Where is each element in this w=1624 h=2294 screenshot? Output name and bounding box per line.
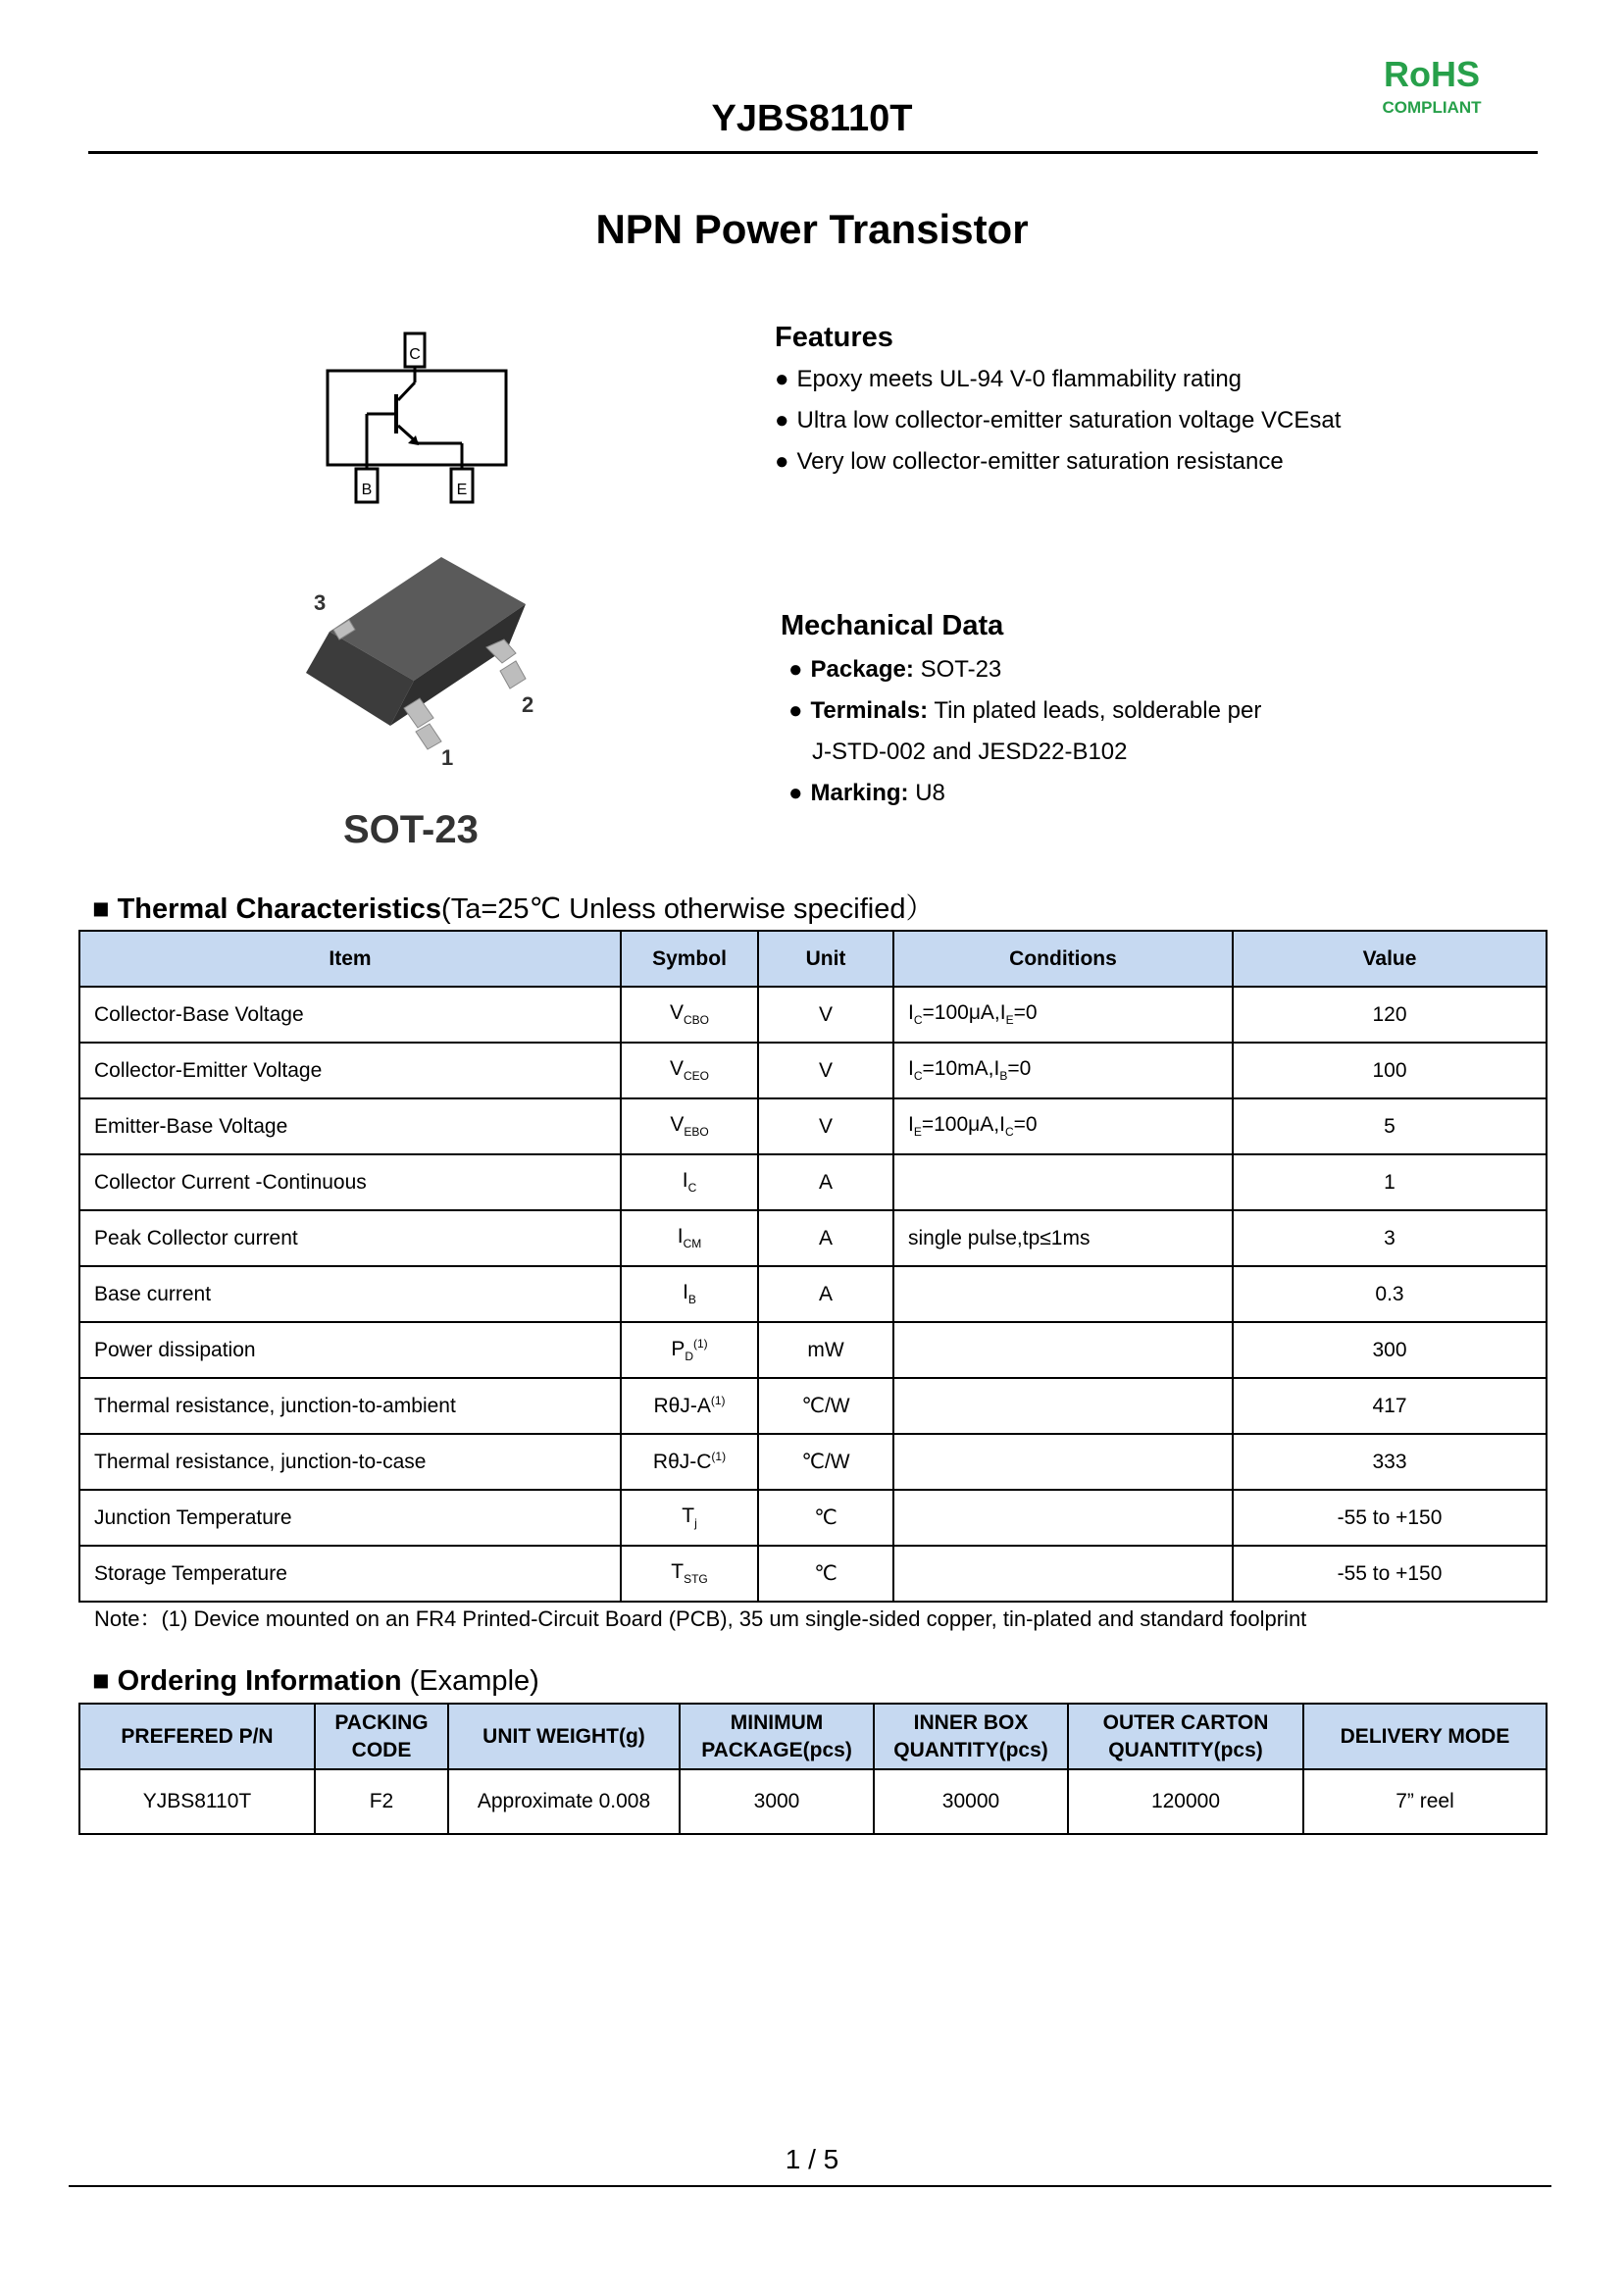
col-header-unit: Unit	[758, 931, 893, 987]
cell-value: 417	[1233, 1378, 1547, 1434]
cell-symbol: $V_{CBO}$	[621, 987, 758, 1043]
cell-unit: ℃	[758, 1546, 893, 1602]
npn-transistor-symbol-icon	[324, 331, 520, 510]
cell-item: Collector-Base Voltage	[79, 987, 621, 1043]
cell-value: 3	[1233, 1210, 1547, 1266]
list-item: ● Marking: U8	[788, 780, 945, 806]
bullet-icon: ●	[775, 448, 789, 475]
cell-item: Storage Temperature	[79, 1546, 621, 1602]
pin-3-label: 3	[314, 590, 327, 615]
cell-symbol: RθJ-$A^{(1)}$	[621, 1378, 758, 1434]
cell-value: 1	[1233, 1154, 1547, 1210]
col-header: MINIMUM PACKAGE(pcs)	[680, 1704, 874, 1769]
cell-conditions	[893, 1546, 1233, 1602]
mechanical-data-heading: Mechanical Data	[781, 610, 1004, 641]
bullet-icon: ●	[775, 407, 789, 433]
footer-divider	[69, 2185, 1551, 2187]
thermal-note: Note：(1) Device mounted on an FR4 Printed-Circuit Board (PCB), 35 um single-sided copper, tin-plated and standard foolprint	[94, 1606, 1307, 1631]
part-number-title: YJBS8110T	[711, 98, 913, 139]
symbol-label-c: C	[409, 346, 421, 363]
cell-conditions	[893, 1378, 1233, 1434]
cell-symbol: RθJ-$C^{(1)}$	[621, 1434, 758, 1490]
cell-unit: ℃/W	[758, 1434, 893, 1490]
bullet-icon: ●	[788, 656, 803, 683]
cell-unit: V	[758, 1043, 893, 1098]
cell-symbol: $I_B$	[621, 1266, 758, 1322]
cell-conditions	[893, 1434, 1233, 1490]
cell-value: 333	[1233, 1434, 1547, 1490]
table-cell: 30000	[874, 1769, 1068, 1834]
sot23-package-icon	[294, 551, 549, 767]
table-row	[79, 1546, 1547, 1602]
cell-conditions	[893, 1154, 1233, 1210]
cell-value: 300	[1233, 1322, 1547, 1378]
cell-conditions: $I_C=10mA,I_B=0$	[893, 1043, 1233, 1098]
table-cell: 3000	[680, 1769, 874, 1834]
list-item: J-STD-002 and JESD22-B102	[812, 739, 1128, 765]
cell-value: 100	[1233, 1043, 1547, 1098]
mechanical-data-list	[788, 649, 1261, 814]
ordering-table	[78, 1703, 1548, 1835]
col-header-value: Value	[1233, 931, 1547, 987]
page-number: 1 / 5	[785, 2144, 839, 2174]
thermal-heading: ■ Thermal Characteristics(Ta=25℃ Unless otherwise specified）	[92, 893, 935, 925]
cell-conditions	[893, 1322, 1233, 1378]
cell-conditions: single pulse,tp≤1ms	[893, 1210, 1233, 1266]
section-square-icon: ■	[92, 893, 110, 925]
cell-conditions	[893, 1266, 1233, 1322]
rohs-badge	[1353, 55, 1510, 122]
col-header: PACKING CODE	[315, 1704, 448, 1769]
cell-symbol: $V_{EBO}$	[621, 1098, 758, 1154]
cell-item: Collector-Emitter Voltage	[79, 1043, 621, 1098]
table-row	[79, 1434, 1547, 1490]
col-header-conditions: Conditions	[893, 931, 1233, 987]
bullet-icon: ●	[788, 697, 803, 724]
table-row	[79, 1043, 1547, 1098]
col-header: OUTER CARTON QUANTITY(pcs)	[1068, 1704, 1303, 1769]
ordering-heading: ■ Ordering Information (Example)	[92, 1665, 539, 1697]
cell-unit: ℃/W	[758, 1378, 893, 1434]
rohs-compliant-label: COMPLIANT	[1382, 98, 1482, 117]
cell-item: Collector Current -Continuous	[79, 1154, 621, 1210]
pin-2-label: 2	[522, 692, 534, 717]
col-header: DELIVERY MODE	[1303, 1704, 1547, 1769]
list-item: ● Epoxy meets UL-94 V-0 flammability rating	[775, 366, 1243, 392]
cell-item: Thermal resistance, junction-to-case	[79, 1434, 621, 1490]
table-row	[79, 1266, 1547, 1322]
col-header: UNIT WEIGHT(g)	[448, 1704, 680, 1769]
symbol-label-b: B	[361, 482, 373, 498]
cell-unit: ℃	[758, 1490, 893, 1546]
cell-symbol: $V_{CEO}$	[621, 1043, 758, 1098]
table-row	[79, 1322, 1547, 1378]
table-cell: 7” reel	[1303, 1769, 1547, 1834]
table-row	[79, 1154, 1547, 1210]
table-row	[79, 1769, 1547, 1834]
cell-item: Thermal resistance, junction-to-ambient	[79, 1378, 621, 1434]
cell-unit: A	[758, 1266, 893, 1322]
cell-unit: mW	[758, 1322, 893, 1378]
cell-unit: A	[758, 1154, 893, 1210]
table-row	[79, 1378, 1547, 1434]
table-cell: Approximate 0.008	[448, 1769, 680, 1834]
cell-symbol: $P_D^{(1)}$	[621, 1322, 758, 1378]
cell-item: Power dissipation	[79, 1322, 621, 1378]
cell-unit: V	[758, 1098, 893, 1154]
pin-1-label: 1	[441, 745, 454, 767]
features-heading: Features	[775, 322, 893, 353]
cell-item: Peak Collector current	[79, 1210, 621, 1266]
cell-value: 120	[1233, 987, 1547, 1043]
col-header-symbol: Symbol	[621, 931, 758, 987]
table-cell: F2	[315, 1769, 448, 1834]
cell-unit: V	[758, 987, 893, 1043]
cell-symbol: $T_j$	[621, 1490, 758, 1546]
table-header-row	[79, 1704, 1547, 1769]
package-label: SOT-23	[343, 808, 479, 851]
cell-unit: A	[758, 1210, 893, 1266]
list-item: ● Terminals: Tin plated leads, solderable per	[788, 697, 1262, 724]
thermal-table	[78, 930, 1548, 1603]
list-item: ● Very low collector-emitter saturation resistance	[775, 448, 1284, 475]
cell-symbol: $I_C$	[621, 1154, 758, 1210]
list-item: ● Package: SOT-23	[788, 656, 1002, 683]
cell-symbol: $I_{CM}$	[621, 1210, 758, 1266]
table-header-row	[79, 931, 1547, 987]
cell-conditions: $I_C=100\mu A,I_E=0$	[893, 987, 1233, 1043]
cell-symbol: $T_{STG}$	[621, 1546, 758, 1602]
features-list	[775, 359, 1341, 483]
section-square-icon: ■	[92, 1665, 110, 1697]
cell-value: 0.3	[1233, 1266, 1547, 1322]
header-divider	[88, 151, 1538, 154]
cell-value: -55 to +150	[1233, 1546, 1547, 1602]
symbol-label-e: E	[456, 482, 468, 498]
cell-item: Junction Temperature	[79, 1490, 621, 1546]
rohs-label: RoHS	[1384, 54, 1480, 94]
cell-conditions	[893, 1490, 1233, 1546]
cell-item: Base current	[79, 1266, 621, 1322]
bullet-icon: ●	[775, 366, 789, 392]
table-row	[79, 1098, 1547, 1154]
bullet-icon: ●	[788, 780, 803, 806]
table-row	[79, 1490, 1547, 1546]
cell-value: -55 to +150	[1233, 1490, 1547, 1546]
cell-conditions: $I_E=100\mu A,I_C=0$	[893, 1098, 1233, 1154]
cell-item: Emitter-Base Voltage	[79, 1098, 621, 1154]
col-header: PREFERED P/N	[79, 1704, 315, 1769]
table-cell: 120000	[1068, 1769, 1303, 1834]
cell-value: 5	[1233, 1098, 1547, 1154]
table-cell: YJBS8110T	[79, 1769, 315, 1834]
list-item: ● Ultra low collector-emitter saturation voltage VCEsat	[775, 407, 1342, 433]
table-row	[79, 987, 1547, 1043]
col-header-item: Item	[79, 931, 621, 987]
table-row	[79, 1210, 1547, 1266]
document-title: NPN Power Transistor	[595, 206, 1029, 252]
col-header: INNER BOX QUANTITY(pcs)	[874, 1704, 1068, 1769]
